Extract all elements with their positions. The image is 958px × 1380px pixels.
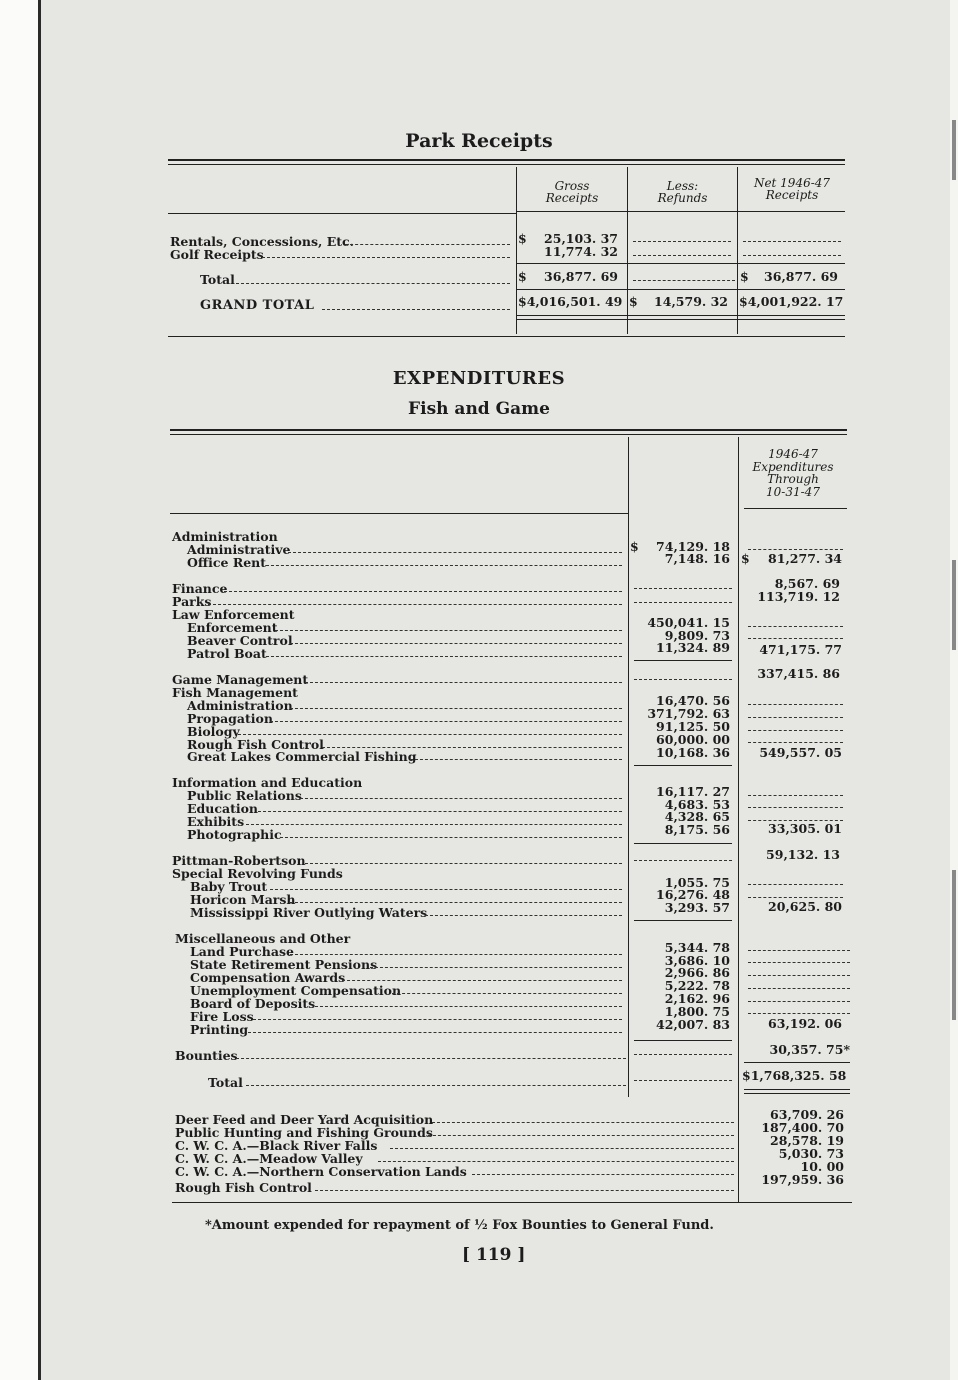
gross-value: 11,774. 32	[544, 244, 618, 259]
item-total: 81,277. 34	[768, 551, 842, 566]
rule	[634, 660, 732, 661]
item-label: Public Relations	[187, 788, 302, 803]
item-amount: 42,007. 83	[656, 1017, 730, 1032]
item-label: Photographic	[187, 827, 282, 842]
item-label: Finance	[172, 581, 228, 596]
col-divider	[738, 437, 739, 1202]
item-total: 33,305. 01	[768, 821, 842, 836]
total-label: Total	[208, 1075, 243, 1090]
rule	[744, 1089, 850, 1090]
rule	[517, 289, 845, 290]
other-item-total: 10. 00	[800, 1159, 844, 1174]
rule	[634, 920, 732, 921]
grand-total-refunds: 14,579. 32	[654, 294, 728, 309]
item-amount: 5,344. 78	[664, 940, 730, 955]
group-special-revolving: Special Revolving Funds	[172, 866, 343, 881]
row-label: Golf Receipts	[170, 247, 264, 262]
other-item-label: Deer Feed and Deer Yard Acquisition	[175, 1112, 434, 1127]
col-divider	[628, 437, 629, 1097]
dollar-sign: $	[740, 269, 749, 284]
gross-value: 25,103. 37	[544, 231, 618, 246]
group-law-enforcement: Law Enforcement	[172, 607, 295, 622]
item-amount: 91,125. 50	[656, 719, 730, 734]
item-amount: 16,470. 56	[656, 693, 730, 708]
rule	[744, 1093, 850, 1094]
dollar-sign: $	[629, 294, 638, 309]
rule	[168, 159, 845, 161]
item-label: Baby Trout	[190, 879, 268, 894]
item-total: 63,192. 06	[768, 1016, 842, 1031]
item-label: Fire Loss	[190, 1009, 254, 1024]
dollar-sign: $	[518, 269, 527, 284]
rule	[170, 513, 629, 514]
page-right-edge	[950, 0, 958, 1380]
item-total: 8,567. 69	[774, 576, 840, 591]
item-amount: 9,809. 73	[664, 628, 730, 643]
expenditures-total: $1,768,325. 58	[742, 1068, 847, 1083]
item-total: 30,357. 75*	[769, 1042, 850, 1057]
rule	[517, 211, 845, 212]
fish-game-subtitle: Fish and Game	[408, 399, 550, 419]
item-amount: 371,792. 63	[647, 706, 730, 721]
other-item-label: Rough Fish Control	[175, 1180, 312, 1195]
grand-total-label: GRAND TOTAL	[200, 298, 315, 313]
item-label: Patrol Boat	[187, 646, 267, 661]
item-amount: 4,683. 53	[664, 797, 730, 812]
item-label: Bounties	[175, 1048, 238, 1063]
grand-total-gross: $4,016,501. 49	[518, 294, 623, 309]
rule	[168, 164, 845, 165]
col-net-header: Net 1946-47 Receipts	[753, 176, 831, 202]
item-label: Beaver Control	[187, 633, 293, 648]
group-administration: Administration	[172, 529, 278, 544]
other-item-label: C. W. C. A.—Black River Falls	[175, 1138, 378, 1153]
item-label: Administration	[187, 698, 293, 713]
col-refunds-header: Less: Refunds	[657, 179, 708, 205]
other-item-label: C. W. C. A.—Northern Conservation Lands	[175, 1164, 467, 1179]
total-gross: 36,877. 69	[544, 269, 618, 284]
item-amount: 1,055. 75	[664, 875, 730, 890]
item-amount: 8,175. 56	[664, 822, 730, 837]
rule	[168, 213, 517, 214]
item-total: 20,625. 80	[768, 899, 842, 914]
group-info-education: Information and Education	[172, 775, 363, 790]
other-item-total: 197,959. 36	[761, 1172, 844, 1187]
rule	[744, 508, 847, 509]
dollar-sign: $	[741, 551, 750, 566]
item-label: Exhibits	[187, 814, 245, 829]
dollar-sign: $	[518, 231, 527, 246]
rule	[634, 765, 732, 766]
group-fish-management: Fish Management	[172, 685, 298, 700]
other-item-label: Public Hunting and Fishing Grounds	[175, 1125, 433, 1140]
item-label: Printing	[190, 1022, 249, 1037]
item-label: Administrative	[187, 542, 291, 557]
item-label: Education	[187, 801, 259, 816]
item-amount: 11,324. 89	[656, 640, 730, 655]
item-label: Propagation	[187, 711, 273, 726]
rule	[744, 1062, 850, 1063]
grand-total-net: $4,001,922. 17	[739, 294, 844, 309]
item-total: 337,415. 86	[757, 666, 840, 681]
page-number: [ 119 ]	[462, 1245, 526, 1265]
other-item-total: 187,400. 70	[761, 1120, 844, 1135]
item-total: 113,719. 12	[757, 589, 840, 604]
other-item-total: 63,709. 26	[770, 1107, 844, 1122]
item-amount: 60,000. 00	[656, 732, 730, 747]
rule	[517, 315, 845, 316]
item-label: Biology	[187, 724, 240, 739]
item-amount: 3,686. 10	[664, 953, 730, 968]
item-amount: 2,966. 86	[664, 965, 730, 980]
item-label: Board of Deposits	[190, 996, 316, 1011]
expenditures-title: EXPENDITURES	[392, 368, 566, 389]
rule	[517, 263, 627, 264]
other-item-total: 5,030. 73	[778, 1146, 844, 1161]
item-amount: 74,129. 18	[656, 539, 730, 554]
item-label: Parks	[172, 594, 212, 609]
item-total: 471,175. 77	[759, 642, 842, 657]
rule	[170, 429, 847, 431]
item-label: Pittman-Robertson	[172, 853, 306, 868]
total-label: Total	[200, 272, 235, 287]
page-left-margin	[0, 0, 38, 1380]
item-label: Office Rent	[187, 555, 267, 570]
col-divider	[737, 167, 738, 334]
item-amount: 1,800. 75	[664, 1004, 730, 1019]
col-divider	[516, 167, 517, 334]
rule	[634, 843, 732, 844]
item-label: Great Lakes Commercial Fishing	[187, 749, 417, 764]
item-label: Game Management	[172, 672, 309, 687]
rule	[170, 434, 847, 435]
item-amount: 5,222. 78	[664, 978, 730, 993]
rule	[517, 319, 845, 320]
item-amount: 10,168. 36	[656, 745, 730, 760]
item-label: Horicon Marsh	[190, 892, 296, 907]
item-label: Unemployment Compensation	[190, 983, 402, 998]
item-label: Compensation Awards	[190, 970, 346, 985]
park-receipts-title: Park Receipts	[405, 130, 553, 152]
footnote: *Amount expended for repayment of ½ Fox Bounties to General Fund.	[205, 1218, 714, 1233]
col-gross-header: Gross Receipts	[545, 179, 599, 205]
rule	[627, 263, 845, 264]
item-amount: 450,041. 15	[647, 615, 730, 630]
item-amount: 3,293. 57	[664, 900, 730, 915]
binding-edge	[38, 0, 41, 1380]
item-amount: 16,117. 27	[656, 784, 730, 799]
item-total: 59,132. 13	[766, 847, 840, 862]
other-item-label: C. W. C. A.—Meadow Valley	[175, 1151, 363, 1166]
row-label: Rentals, Concessions, Etc.	[170, 234, 354, 249]
item-label: Land Purchase	[190, 944, 294, 959]
item-amount: 2,162. 96	[664, 991, 730, 1006]
rule	[634, 1040, 732, 1041]
item-amount: 4,328. 65	[664, 809, 730, 824]
dollar-sign: $	[630, 539, 639, 554]
item-total: 549,557. 05	[759, 745, 842, 760]
total-net: 36,877. 69	[764, 269, 838, 284]
item-label: State Retirement Pensions	[190, 957, 378, 972]
item-amount: 7,148. 16	[664, 551, 730, 566]
expenditures-col-header: 1946-47 Expenditures Through 10-31-47	[752, 447, 834, 499]
col-divider	[627, 167, 628, 334]
group-misc: Miscellaneous and Other	[175, 931, 351, 946]
rule	[172, 1202, 852, 1203]
rule	[168, 336, 845, 337]
item-amount: 16,276. 48	[656, 887, 730, 902]
item-label: Enforcement	[187, 620, 278, 635]
item-label: Rough Fish Control	[187, 737, 324, 752]
item-label: Mississippi River Outlying Waters	[190, 905, 428, 920]
other-item-total: 28,578. 19	[770, 1133, 844, 1148]
